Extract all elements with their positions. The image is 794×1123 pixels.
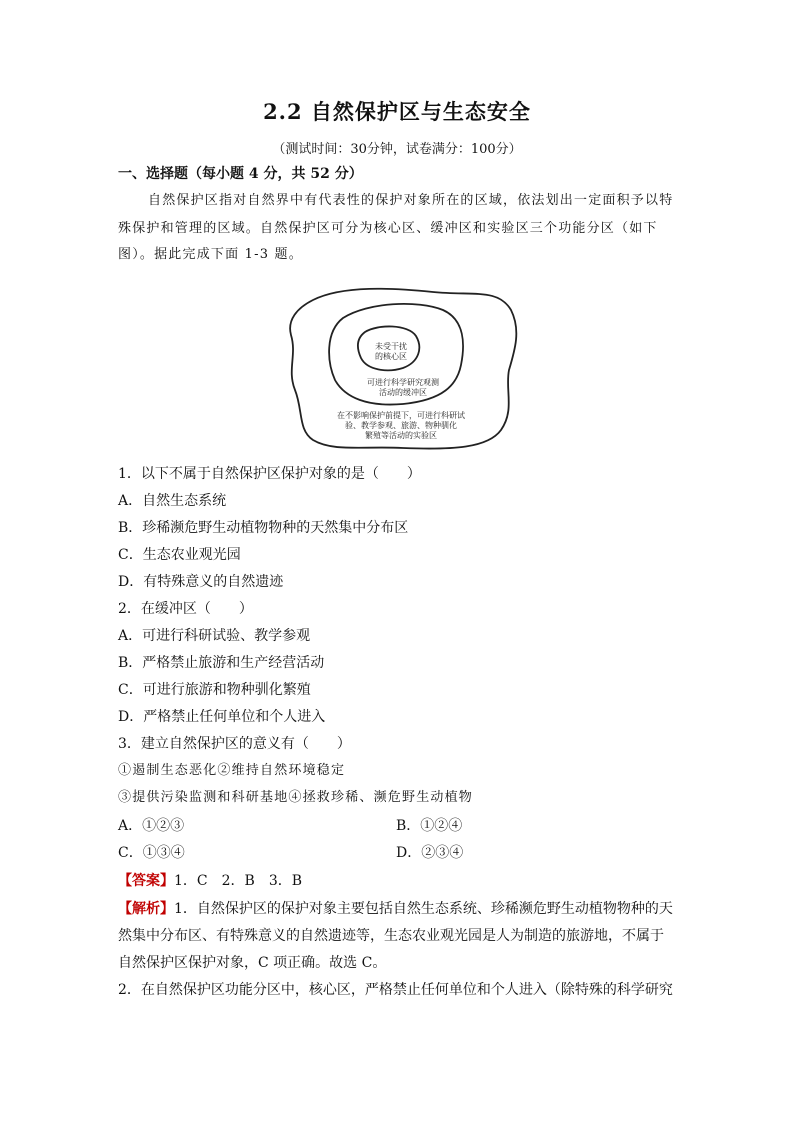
passage-line-2: 殊保护和管理的区域。自然保护区可分为核心区、缓冲区和实验区三个功能分区（如下 <box>118 221 658 236</box>
answer-line <box>118 870 678 892</box>
analysis-line-3: 自然保护区保护对象，C 项正确。故选 C。 <box>118 955 387 971</box>
core-zone-label-2: 的核心区 <box>375 352 407 361</box>
q1-stem: 1．以下不属于自然保护区保护对象的是（ ） <box>118 466 421 482</box>
section-heading: 一、选择题（每小题 4 分，共 52 分） <box>118 166 363 182</box>
q1-option-a: A．自然生态系统 <box>118 493 227 509</box>
page-subtitle: （测试时间：30分钟，试卷满分：100分） <box>272 142 522 157</box>
experimental-zone-label-3: 繁殖等活动的实验区 <box>365 431 437 440</box>
core-zone-label-1: 未受干扰 <box>375 342 407 351</box>
analysis-text-1: 1．自然保护区的保护对象主要包括自然生态系统、珍稀濒危野生动植物物种的天 <box>174 901 673 917</box>
q2-option-a: A．可进行科研试验、教学参观 <box>118 628 311 644</box>
passage-line-1: 自然保护区指对自然界中有代表性的保护对象所在的区域，依法划出一定面积予以特 <box>148 193 674 208</box>
q2-option-b: B．严格禁止旅游和生产经营活动 <box>118 655 325 671</box>
buffer-zone-label-2: 活动的缓冲区 <box>379 388 427 397</box>
analysis-line-4: 2．在自然保护区功能分区中，核心区，严格禁止任何单位和个人进入（除特殊的科学研究 <box>118 982 673 998</box>
q3-option-a: A．①②③ <box>118 818 185 834</box>
experimental-zone-label-2: 验、教学参观、旅游、物种驯化 <box>345 421 457 430</box>
q2-option-d: D．严格禁止任何单位和个人进入 <box>118 709 326 725</box>
analysis-tag: 【解析】 <box>118 901 174 917</box>
experimental-zone-label-1: 在不影响保护前提下，可进行科研试 <box>337 411 465 420</box>
q1-option-d: D．有特殊意义的自然遗迹 <box>118 574 284 590</box>
q2-option-c: C．可进行旅游和物种驯化繁殖 <box>118 682 311 698</box>
zone-diagram <box>283 280 523 455</box>
q1-option-c: C．生态农业观光园 <box>118 547 241 563</box>
q3-option-b: B．①②④ <box>396 818 463 834</box>
page-title: 2.2 自然保护区与生态安全 <box>263 99 531 124</box>
q3-statement-2: ③提供污染监测和科研基地④拯救珍稀、濒危野生动植物 <box>118 790 474 805</box>
q3-statement-1: ①遏制生态恶化②维持自然环境稳定 <box>118 763 346 778</box>
analysis-line-2: 然集中分布区、有特殊意义的自然遗迹等，生态农业观光园是人为制造的旅游地，不属于 <box>118 928 664 944</box>
answer-text: 1．C 2．B 3．B <box>174 873 303 889</box>
passage-line-3: 图）。据此完成下面 1-3 题。 <box>118 247 303 262</box>
q3-option-c: C．①③④ <box>118 845 185 861</box>
q3-stem: 3．建立自然保护区的意义有（ ） <box>118 736 351 752</box>
answer-tag: 【答案】 <box>118 873 174 889</box>
q3-option-d: D．②③④ <box>396 845 464 861</box>
buffer-zone-label-1: 可进行科学研究观测 <box>367 378 439 387</box>
analysis-line-1 <box>118 898 678 920</box>
q1-option-b: B．珍稀濒危野生动植物物种的天然集中分布区 <box>118 520 409 536</box>
q2-stem: 2．在缓冲区（ ） <box>118 601 253 617</box>
